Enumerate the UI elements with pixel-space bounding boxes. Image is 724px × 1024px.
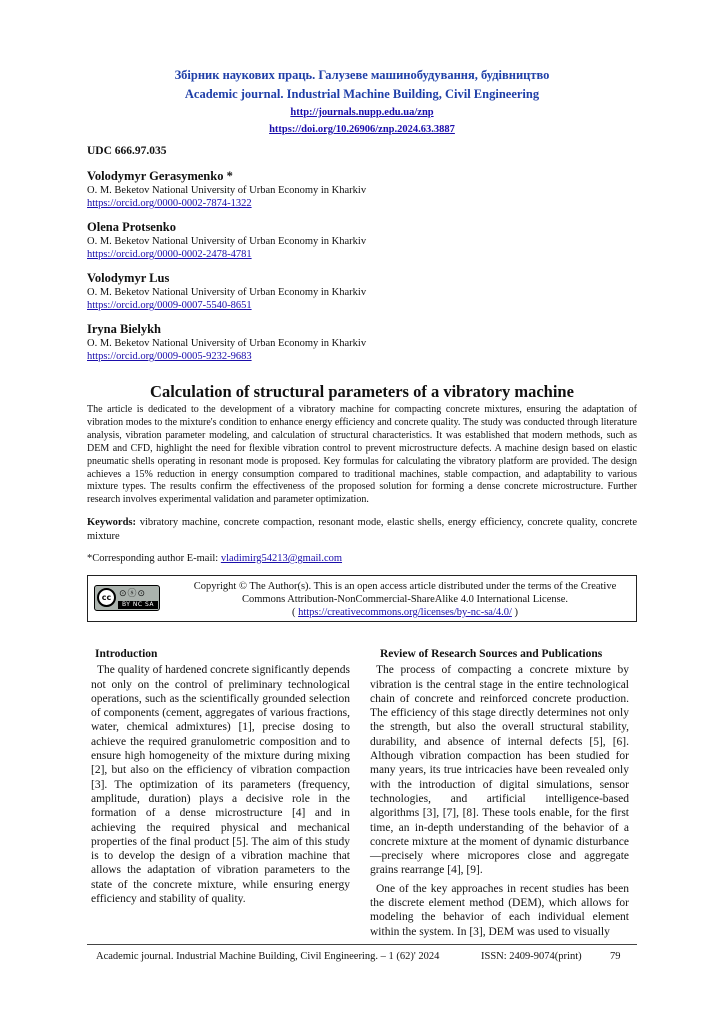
author-entry: [87, 321, 647, 363]
journal-header: [0, 66, 724, 138]
license-line-1: Copyright © The Author(s). This is an open access article distributed under the terms of the Creative: [193, 581, 617, 592]
license-text: [180, 580, 630, 619]
cc-by-nc-sa-logo: [94, 585, 160, 611]
author-entry: [87, 168, 647, 210]
author-name: Volodymyr Gerasymenko *: [87, 169, 233, 183]
journal-title-en: Academic journal. Industrial Machine Building, Civil Engineering: [184, 87, 540, 101]
section-heading-introduction: Introduction: [95, 648, 158, 660]
keywords-label: Keywords:: [87, 517, 136, 528]
corresponding-email-link[interactable]: vladimirg54213@gmail.com: [220, 553, 343, 564]
author-name: Olena Protsenko: [87, 220, 177, 234]
corresponding-label: *Corresponding author E-mail:: [87, 553, 221, 564]
license-url-link[interactable]: https://creativecommons.org/licenses/by-nc-sa/4.0/: [298, 607, 512, 618]
author-orcid-link[interactable]: https://orcid.org/0000-0002-2478-4781: [87, 249, 252, 260]
license-url-prefix: (: [291, 607, 299, 618]
license-box: [87, 575, 637, 622]
keywords-text: vibratory machine, concrete compaction, resonant mode, elastic shells, energy efficiency, concrete quality, concrete mixture: [87, 517, 637, 542]
license-line-2: Commons Attribution-NonCommercial-ShareAlike 4.0 International License.: [241, 594, 568, 605]
author-list: [87, 168, 647, 372]
author-affiliation: O. M. Beketov National University of Urban Economy in Kharkiv: [87, 287, 367, 298]
author-orcid-link[interactable]: https://orcid.org/0009-0007-5540-8651: [87, 300, 252, 311]
by-nc-sa-icons: ⊙ⓢ⊙: [119, 589, 147, 599]
journal-title-ua: Збірник наукових праць. Галузеве машинобудування, будівництво: [174, 68, 550, 82]
author-affiliation: O. M. Beketov National University of Urban Economy in Kharkiv: [87, 338, 367, 349]
column-left: [91, 647, 350, 910]
keywords: [87, 516, 637, 543]
review-paragraph: The process of compacting a concrete mixture by vibration is the central stage in the entire technological chain of concrete and reinforced concrete production. The efficiency of this stage directly determines not only the strength, but also the overall structural stability, durability, and absence of internal defects [5], [6]. Although vibration compaction has been studied for many years, its true intricacies have been revealed only with the introduction of digital simulations, sensor technologies, and artificial intelligence-based algorithms [3], [7], [8]. These tools enable, for the first time, an in-depth understanding of the behavior of a concrete mixture at the moment of dynamic disturbance—precisely where micropores close and aggregate grains rearrange [4], [9].: [370, 664, 629, 877]
author-name: Iryna Bielykh: [87, 322, 161, 336]
author-entry: [87, 270, 647, 312]
section-heading-review: Review of Research Sources and Publications: [380, 648, 603, 660]
footer-divider: [87, 944, 637, 945]
author-orcid-link[interactable]: https://orcid.org/0009-0005-9232-9683: [87, 351, 252, 362]
license-url-suffix: ): [511, 607, 519, 618]
footer-issn: ISSN: 2409-9074(print): [481, 951, 582, 962]
doi-link[interactable]: https://doi.org/10.26906/znp.2024.63.3887: [269, 124, 455, 135]
corresponding-author: [87, 553, 342, 564]
article-title: Calculation of structural parameters of a vibratory machine: [150, 382, 574, 402]
author-affiliation: O. M. Beketov National University of Urban Economy in Kharkiv: [87, 185, 367, 196]
author-name: Volodymyr Lus: [87, 271, 170, 285]
license-url-line: [180, 606, 630, 619]
footer-journal: Academic journal. Industrial Machine Building, Civil Engineering. – 1 (62)' 2024: [96, 951, 440, 962]
udc-code: UDC 666.97.035: [87, 145, 167, 157]
abstract: The article is dedicated to the development of a vibratory machine for compacting concrete mixtures, ensuring the adaptation of vibration modes to the mixture's condition to enhance energy efficiency and concrete quality. The study was conducted through literature analysis, vibration parameter modeling, and calculation of structural characteristics. It was established that modern methods, such as DEM and CFD, highlight the need for flexible vibration control to prevent microstructure defects. A machine design based on elastic pneumatic shells operating in resonant mode is proposed. Key formulas for calculating the vibratory platform are provided. The design achieves a 15% reduction in energy consumption compared to traditional machines, stable compaction, and adaptability to various mixture types. The results confirm the effectiveness of the proposed solution for forming a dense concrete microstructure. Further research involves experimental validation and parameter optimization.: [87, 404, 637, 506]
cc-logo-strip: BY NC SA: [118, 601, 158, 609]
column-right: [370, 647, 629, 943]
introduction-paragraph: The quality of hardened concrete significantly depends not only on the control of preliminary technological operations, such as the scientifically grounded selection of components (cement, aggregates of various fractions, water, chemical admixtures) [1], precise dosing to achieve the required granulometric composition and to ensure high homogeneity of the mixture during mixing [2], but also on the efficiency of vibration compaction [3]. The optimization of its parameters (frequency, amplitude, duration) plays a decisive role in the formation of a dense microstructure [4] and in achieving the required physical and mechanical properties of the final product [5]. The aim of this study is to develop the design of a vibration machine that allows the adaptation of vibration parameters to the state of the concrete mixture, while ensuring energy efficiency and stability of quality.: [91, 664, 350, 906]
author-entry: [87, 219, 647, 261]
journal-url-link[interactable]: http://journals.nupp.edu.ua/znp: [290, 107, 434, 118]
review-paragraph: One of the key approaches in recent studies has been the discrete element method (DEM), which allows for modeling the behavior of each individual element within the system. In [3], DEM was used to visually: [370, 882, 629, 938]
author-affiliation: O. M. Beketov National University of Urban Economy in Kharkiv: [87, 236, 367, 247]
page-number: 79: [610, 951, 621, 962]
author-orcid-link[interactable]: https://orcid.org/0000-0002-7874-1322: [87, 198, 252, 209]
cc-icon: cc: [97, 588, 116, 607]
